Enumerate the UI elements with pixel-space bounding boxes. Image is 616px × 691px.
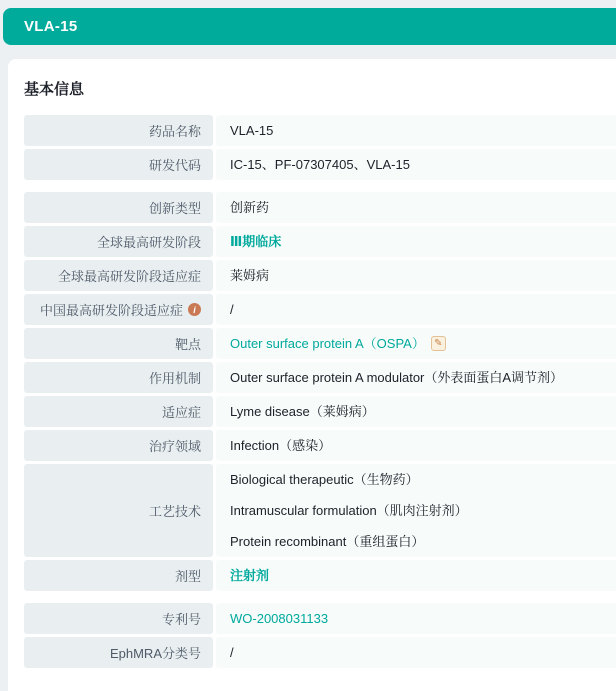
field-label: 创新类型 (148, 201, 201, 216)
field-label-cell (24, 226, 213, 257)
info-row (24, 328, 616, 359)
field-value-cell (216, 115, 616, 146)
field-value-cell (216, 430, 616, 461)
value-text: Protein recombinant（重组蛋白） (230, 534, 425, 549)
field-label: 研发代码 (148, 158, 201, 173)
value-link[interactable]: 注射剂 (230, 568, 270, 583)
value-link[interactable]: WO-2008031133 (230, 611, 329, 626)
info-row (24, 260, 616, 291)
field-value-cell (216, 192, 616, 223)
drug-header-bar (3, 8, 616, 45)
value-line (230, 260, 608, 291)
field-label-cell (24, 603, 213, 634)
field-label: EphMRA分类号 (109, 646, 201, 661)
value-text: 创新药 (230, 200, 270, 215)
value-text: Biological therapeutic（生物药） (230, 472, 419, 487)
page (0, 8, 616, 691)
value-text: VLA-15 (230, 123, 274, 138)
field-label: 药品名称 (148, 124, 201, 139)
value-line (230, 294, 608, 325)
value-line (230, 149, 608, 180)
field-label: 专利号 (161, 612, 201, 627)
info-row (24, 396, 616, 427)
field-label-cell (24, 430, 213, 461)
field-value-cell (216, 260, 616, 291)
field-label-cell (24, 149, 213, 180)
value-line (230, 464, 608, 495)
value-text: IC-15、PF-07307405、VLA-15 (230, 157, 410, 172)
info-row (24, 192, 616, 223)
field-label: 靶点 (174, 337, 201, 352)
value-line (230, 226, 608, 257)
value-line (230, 396, 608, 427)
info-row (24, 430, 616, 461)
field-value-cell (216, 294, 616, 325)
value-line (230, 362, 608, 393)
field-label: 全球最高研发阶段适应症 (57, 269, 201, 284)
value-link[interactable]: Outer surface protein A（OSPA） (230, 336, 425, 351)
field-label-cell (24, 294, 213, 325)
info-row (24, 362, 616, 393)
value-line (230, 637, 608, 668)
field-value-cell (216, 226, 616, 257)
field-label: 中国最高研发阶段适应症 (39, 303, 183, 318)
info-icon[interactable]: i (188, 303, 201, 316)
field-value-cell (216, 637, 616, 668)
field-value-cell (216, 396, 616, 427)
value-text: Intramuscular formulation（肌肉注射剂） (230, 503, 468, 518)
field-label: 全球最高研发阶段 (96, 235, 201, 250)
value-text: / (230, 645, 234, 660)
info-row (24, 115, 616, 146)
field-label: 治疗领域 (148, 439, 201, 454)
drug-title: VLA-15 (24, 18, 78, 35)
value-line (230, 526, 608, 557)
value-line (230, 192, 608, 223)
field-label: 工艺技术 (148, 504, 201, 519)
value-line (230, 430, 608, 461)
field-label-cell (24, 464, 213, 557)
info-row (24, 637, 616, 668)
field-label-cell (24, 396, 213, 427)
value-line (230, 495, 608, 526)
field-value-cell (216, 362, 616, 393)
field-label: 适应症 (161, 405, 201, 420)
value-line (230, 328, 608, 359)
section-title: 基本信息 (24, 81, 85, 98)
value-line (230, 115, 608, 146)
value-link[interactable]: Ⅲ期临床 (230, 234, 282, 249)
field-label-cell (24, 260, 213, 291)
info-row (24, 149, 616, 180)
field-label-cell (24, 192, 213, 223)
field-label-cell (24, 328, 213, 359)
field-label: 剂型 (174, 569, 201, 584)
value-text: Outer surface protein A modulator（外表面蛋白A调节剂） (230, 370, 564, 385)
field-label-cell (24, 560, 213, 591)
basic-info-card (8, 59, 616, 691)
info-row (24, 560, 616, 591)
field-label-cell (24, 115, 213, 146)
field-value-cell (216, 149, 616, 180)
field-label-cell (24, 362, 213, 393)
info-row (24, 294, 616, 325)
value-text: 莱姆病 (230, 268, 270, 283)
field-label-cell (24, 637, 213, 668)
field-value-cell (216, 603, 616, 634)
info-row (24, 603, 616, 634)
field-value-cell (216, 328, 616, 359)
field-value-cell (216, 464, 616, 557)
field-label: 作用机制 (148, 371, 201, 386)
value-text: / (230, 302, 234, 317)
value-text: Lyme disease（莱姆病） (230, 404, 375, 419)
value-text: Infection（感染） (230, 438, 332, 453)
value-line (230, 560, 608, 591)
info-table (24, 115, 616, 671)
edit-icon[interactable]: ✎ (431, 336, 446, 351)
info-row (24, 464, 616, 557)
field-value-cell (216, 560, 616, 591)
value-line (230, 603, 608, 634)
info-row (24, 226, 616, 257)
